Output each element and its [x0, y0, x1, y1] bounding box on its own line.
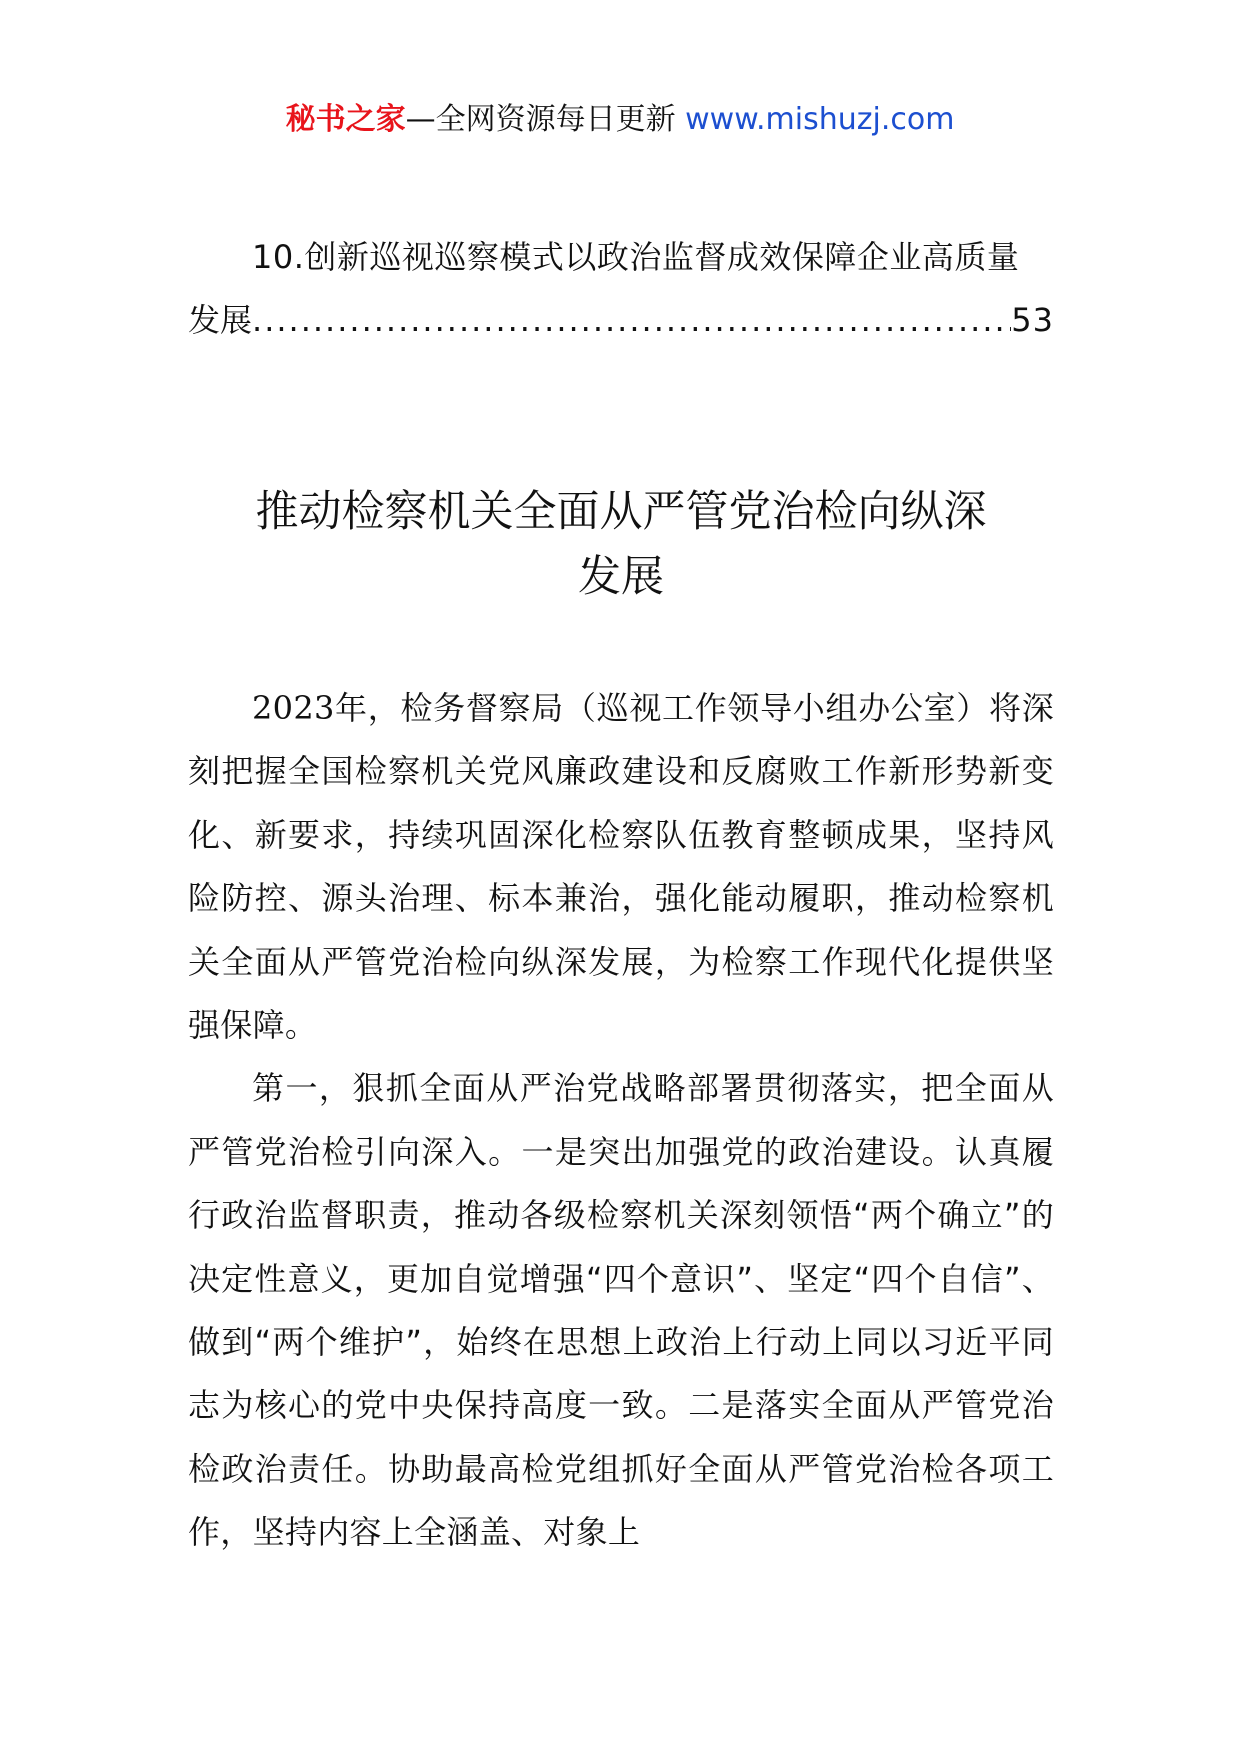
toc-entry-title-continued	[188, 289, 1054, 352]
toc-page-number: 53	[1011, 301, 1054, 339]
article-title-line2: 发展	[578, 552, 664, 602]
paragraph-2: 第一，狠抓全面从严治党战略部署贯彻落实，把全面从严管党治检引向深入。一是突出加强党的政治建设。认真履行政治监督职责，推动各级检察机关深刻领悟“两个确立”的决定性意义，更加自觉增强“四个意识”、坚定“四个自信”、做到“两个维护”，始终在思想上政治上行动上同以习近平同志为核心的党中央保持高度一致。二是落实全面从严管党治检政治责任。协助最高检党组抓好全面从严管党治检各项工作，坚持内容上全涵盖、对象上	[188, 1069, 1054, 1552]
paragraph-1-year: 2023	[252, 689, 335, 727]
site-header	[0, 100, 1240, 140]
article-body	[188, 677, 1054, 1565]
site-url-link[interactable]: www.mishuzj.com	[685, 102, 955, 137]
toc-entry[interactable]	[188, 226, 1054, 352]
brand-name: 秘书之家	[285, 102, 406, 137]
article-title-line1: 推动检察机关全面从严管党治检向纵深	[255, 487, 987, 537]
header-tagline: —全网资源每日更新	[405, 102, 686, 137]
toc-leader-dots	[252, 289, 1011, 352]
paragraph-1-text: 年，检务督察局（巡视工作领导小组办公室）将深刻把握全国检察机关党风廉政建设和反腐败工作新形势新变化、新要求，持续巩固深化检察队伍教育整顿成果，坚持风险防控、源头治理、标本兼治，强化能动履职，推动检察机关全面从严管党治检向纵深发展，为检察工作现代化提供坚强保障。	[188, 689, 1054, 1045]
toc-entry-title: 10.创新巡视巡察模式以政治监督成效保障企业高质量	[252, 238, 1020, 276]
toc-entry-title-end: 发展	[188, 301, 253, 339]
paragraph-1	[188, 677, 1054, 1057]
article-title	[188, 480, 1054, 610]
